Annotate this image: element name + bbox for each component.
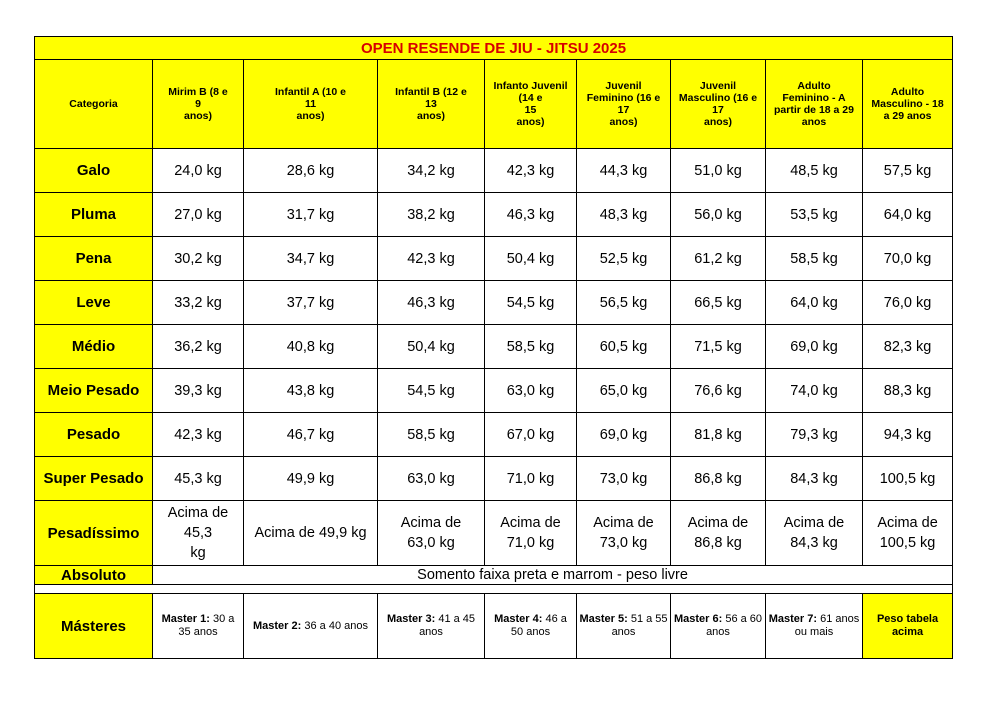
header-juvenil-masculino: Juvenil Masculino (16 e 17 anos) bbox=[671, 60, 766, 149]
table-title: OPEN RESENDE DE JIU - JITSU 2025 bbox=[35, 37, 953, 60]
masters-row bbox=[35, 594, 953, 659]
cell-value: Acima de 84,3 kg bbox=[766, 501, 863, 566]
master-cell bbox=[577, 594, 671, 659]
cell-value: 44,3 kg bbox=[577, 149, 671, 193]
master-name: Master 7: bbox=[768, 613, 818, 625]
header-categoria: Categoria bbox=[35, 60, 153, 149]
cell-value: 50,4 kg bbox=[378, 325, 485, 369]
master-range: 41 a 45 anos bbox=[419, 613, 476, 638]
cell-value: 94,3 kg bbox=[863, 413, 953, 457]
cell-value: 37,7 kg bbox=[244, 281, 378, 325]
cell-value: 56,0 kg bbox=[671, 193, 766, 237]
header-adulto-feminino: Adulto Feminino - A partir de 18 a 29 anos bbox=[766, 60, 863, 149]
cell-value: Acima de 45,3 kg bbox=[153, 501, 244, 566]
row-label: Médio bbox=[35, 325, 153, 369]
cell-value: 49,9 kg bbox=[244, 457, 378, 501]
cell-value: 48,3 kg bbox=[577, 193, 671, 237]
master-cell bbox=[153, 594, 244, 659]
cell-value: 64,0 kg bbox=[766, 281, 863, 325]
cell-value: 67,0 kg bbox=[485, 413, 577, 457]
table-row bbox=[35, 281, 953, 325]
cell-value: 42,3 kg bbox=[485, 149, 577, 193]
cell-value: 71,5 kg bbox=[671, 325, 766, 369]
cell-value: 70,0 kg bbox=[863, 237, 953, 281]
cell-value: 63,0 kg bbox=[378, 457, 485, 501]
cell-value: 58,5 kg bbox=[485, 325, 577, 369]
master-name: Master 4: bbox=[494, 613, 543, 625]
cell-value: 82,3 kg bbox=[863, 325, 953, 369]
cell-value: 81,8 kg bbox=[671, 413, 766, 457]
cell-value: 88,3 kg bbox=[863, 369, 953, 413]
cell-value: 27,0 kg bbox=[153, 193, 244, 237]
cell-value: 65,0 kg bbox=[577, 369, 671, 413]
cell-value: 79,3 kg bbox=[766, 413, 863, 457]
header-adulto-masculino: Adulto Masculino - 18 a 29 anos bbox=[863, 60, 953, 149]
cell-value: 61,2 kg bbox=[671, 237, 766, 281]
cell-value: 34,2 kg bbox=[378, 149, 485, 193]
table-row bbox=[35, 149, 953, 193]
table-row bbox=[35, 325, 953, 369]
table-row bbox=[35, 457, 953, 501]
cell-value: 86,8 kg bbox=[671, 457, 766, 501]
cell-value: 53,5 kg bbox=[766, 193, 863, 237]
absoluto-text: Somento faixa preta e marrom - peso livre bbox=[153, 566, 953, 585]
cell-value: 54,5 kg bbox=[485, 281, 577, 325]
table-row bbox=[35, 566, 953, 585]
cell-value: 69,0 kg bbox=[577, 413, 671, 457]
row-label: Leve bbox=[35, 281, 153, 325]
cell-value: 38,2 kg bbox=[378, 193, 485, 237]
cell-value: 42,3 kg bbox=[378, 237, 485, 281]
cell-value: 46,3 kg bbox=[378, 281, 485, 325]
cell-value: 73,0 kg bbox=[577, 457, 671, 501]
weight-rows bbox=[35, 149, 953, 501]
cell-value: 76,0 kg bbox=[863, 281, 953, 325]
table-row bbox=[35, 237, 953, 281]
master-name: Master 1: bbox=[161, 613, 210, 625]
cell-value: 36,2 kg bbox=[153, 325, 244, 369]
master-name: Master 3: bbox=[386, 613, 436, 625]
cell-value: 84,3 kg bbox=[766, 457, 863, 501]
cell-value: 33,2 kg bbox=[153, 281, 244, 325]
cell-value: 43,8 kg bbox=[244, 369, 378, 413]
table-row bbox=[35, 193, 953, 237]
cell-value: 58,5 kg bbox=[766, 237, 863, 281]
cell-value: 58,5 kg bbox=[378, 413, 485, 457]
header-infanto-juvenil: Infanto Juvenil (14 e 15 anos) bbox=[485, 60, 577, 149]
master-cell bbox=[244, 594, 378, 659]
blank-row bbox=[35, 585, 953, 594]
header-juvenil-feminino: Juvenil Feminino (16 e 17 anos) bbox=[577, 60, 671, 149]
cell-value: 45,3 kg bbox=[153, 457, 244, 501]
row-label: Super Pesado bbox=[35, 457, 153, 501]
cell-value: Acima de 100,5 kg bbox=[863, 501, 953, 566]
cell-value: Acima de 71,0 kg bbox=[485, 501, 577, 566]
master-range: 61 anos ou mais bbox=[794, 613, 860, 638]
header-infantil-a: Infantil A (10 e 11 anos) bbox=[244, 60, 378, 149]
cell-value: 42,3 kg bbox=[153, 413, 244, 457]
row-label: Pluma bbox=[35, 193, 153, 237]
row-label: Galo bbox=[35, 149, 153, 193]
masters-weight-note: Peso tabela acima bbox=[863, 594, 953, 659]
cell-value: 51,0 kg bbox=[671, 149, 766, 193]
cell-value: Acima de 86,8 kg bbox=[671, 501, 766, 566]
table-row bbox=[35, 369, 953, 413]
master-name: Master 5: bbox=[579, 613, 628, 625]
cell-value: 60,5 kg bbox=[577, 325, 671, 369]
row-label: Pesadíssimo bbox=[35, 501, 153, 566]
master-cell bbox=[766, 594, 863, 659]
master-range: 46 a 50 anos bbox=[510, 613, 567, 638]
master-range: 56 a 60 anos bbox=[706, 613, 763, 638]
cell-value: 66,5 kg bbox=[671, 281, 766, 325]
cell-value: 63,0 kg bbox=[485, 369, 577, 413]
row-label: Másteres bbox=[35, 594, 153, 659]
header-infantil-b: Infantil B (12 e 13 anos) bbox=[378, 60, 485, 149]
master-range: 30 a 35 anos bbox=[178, 613, 235, 638]
cell-value: 46,3 kg bbox=[485, 193, 577, 237]
cell-value: 56,5 kg bbox=[577, 281, 671, 325]
cell-value: 34,7 kg bbox=[244, 237, 378, 281]
master-range: 51 a 55 anos bbox=[611, 613, 668, 638]
cell-value: Acima de 49,9 kg bbox=[244, 501, 378, 566]
cell-value: 39,3 kg bbox=[153, 369, 244, 413]
cell-value: Acima de 63,0 kg bbox=[378, 501, 485, 566]
row-label: Pena bbox=[35, 237, 153, 281]
cell-value: 57,5 kg bbox=[863, 149, 953, 193]
cell-value: 64,0 kg bbox=[863, 193, 953, 237]
cell-value: 24,0 kg bbox=[153, 149, 244, 193]
cell-value: 76,6 kg bbox=[671, 369, 766, 413]
row-label: Absoluto bbox=[35, 566, 153, 585]
table-row bbox=[35, 413, 953, 457]
cell-value: 74,0 kg bbox=[766, 369, 863, 413]
cell-value: 28,6 kg bbox=[244, 149, 378, 193]
cell-value: 71,0 kg bbox=[485, 457, 577, 501]
cell-value: 100,5 kg bbox=[863, 457, 953, 501]
master-cell bbox=[671, 594, 766, 659]
cell-value: Acima de 73,0 kg bbox=[577, 501, 671, 566]
master-name: Master 6: bbox=[673, 613, 723, 625]
cell-value: 50,4 kg bbox=[485, 237, 577, 281]
cell-value: 54,5 kg bbox=[378, 369, 485, 413]
cell-value: 69,0 kg bbox=[766, 325, 863, 369]
master-range: 36 a 40 anos bbox=[304, 619, 368, 632]
row-label: Pesado bbox=[35, 413, 153, 457]
header-mirim-b: Mirim B (8 e 9 anos) bbox=[153, 60, 244, 149]
cell-value: 52,5 kg bbox=[577, 237, 671, 281]
cell-value: 48,5 kg bbox=[766, 149, 863, 193]
cell-value: 40,8 kg bbox=[244, 325, 378, 369]
table-row bbox=[35, 501, 953, 566]
weight-table bbox=[34, 36, 953, 659]
cell-value: 30,2 kg bbox=[153, 237, 244, 281]
cell-value: 46,7 kg bbox=[244, 413, 378, 457]
master-cell bbox=[485, 594, 577, 659]
cell-value: 31,7 kg bbox=[244, 193, 378, 237]
master-name: Master 2: bbox=[253, 619, 302, 632]
master-cell bbox=[378, 594, 485, 659]
row-label: Meio Pesado bbox=[35, 369, 153, 413]
